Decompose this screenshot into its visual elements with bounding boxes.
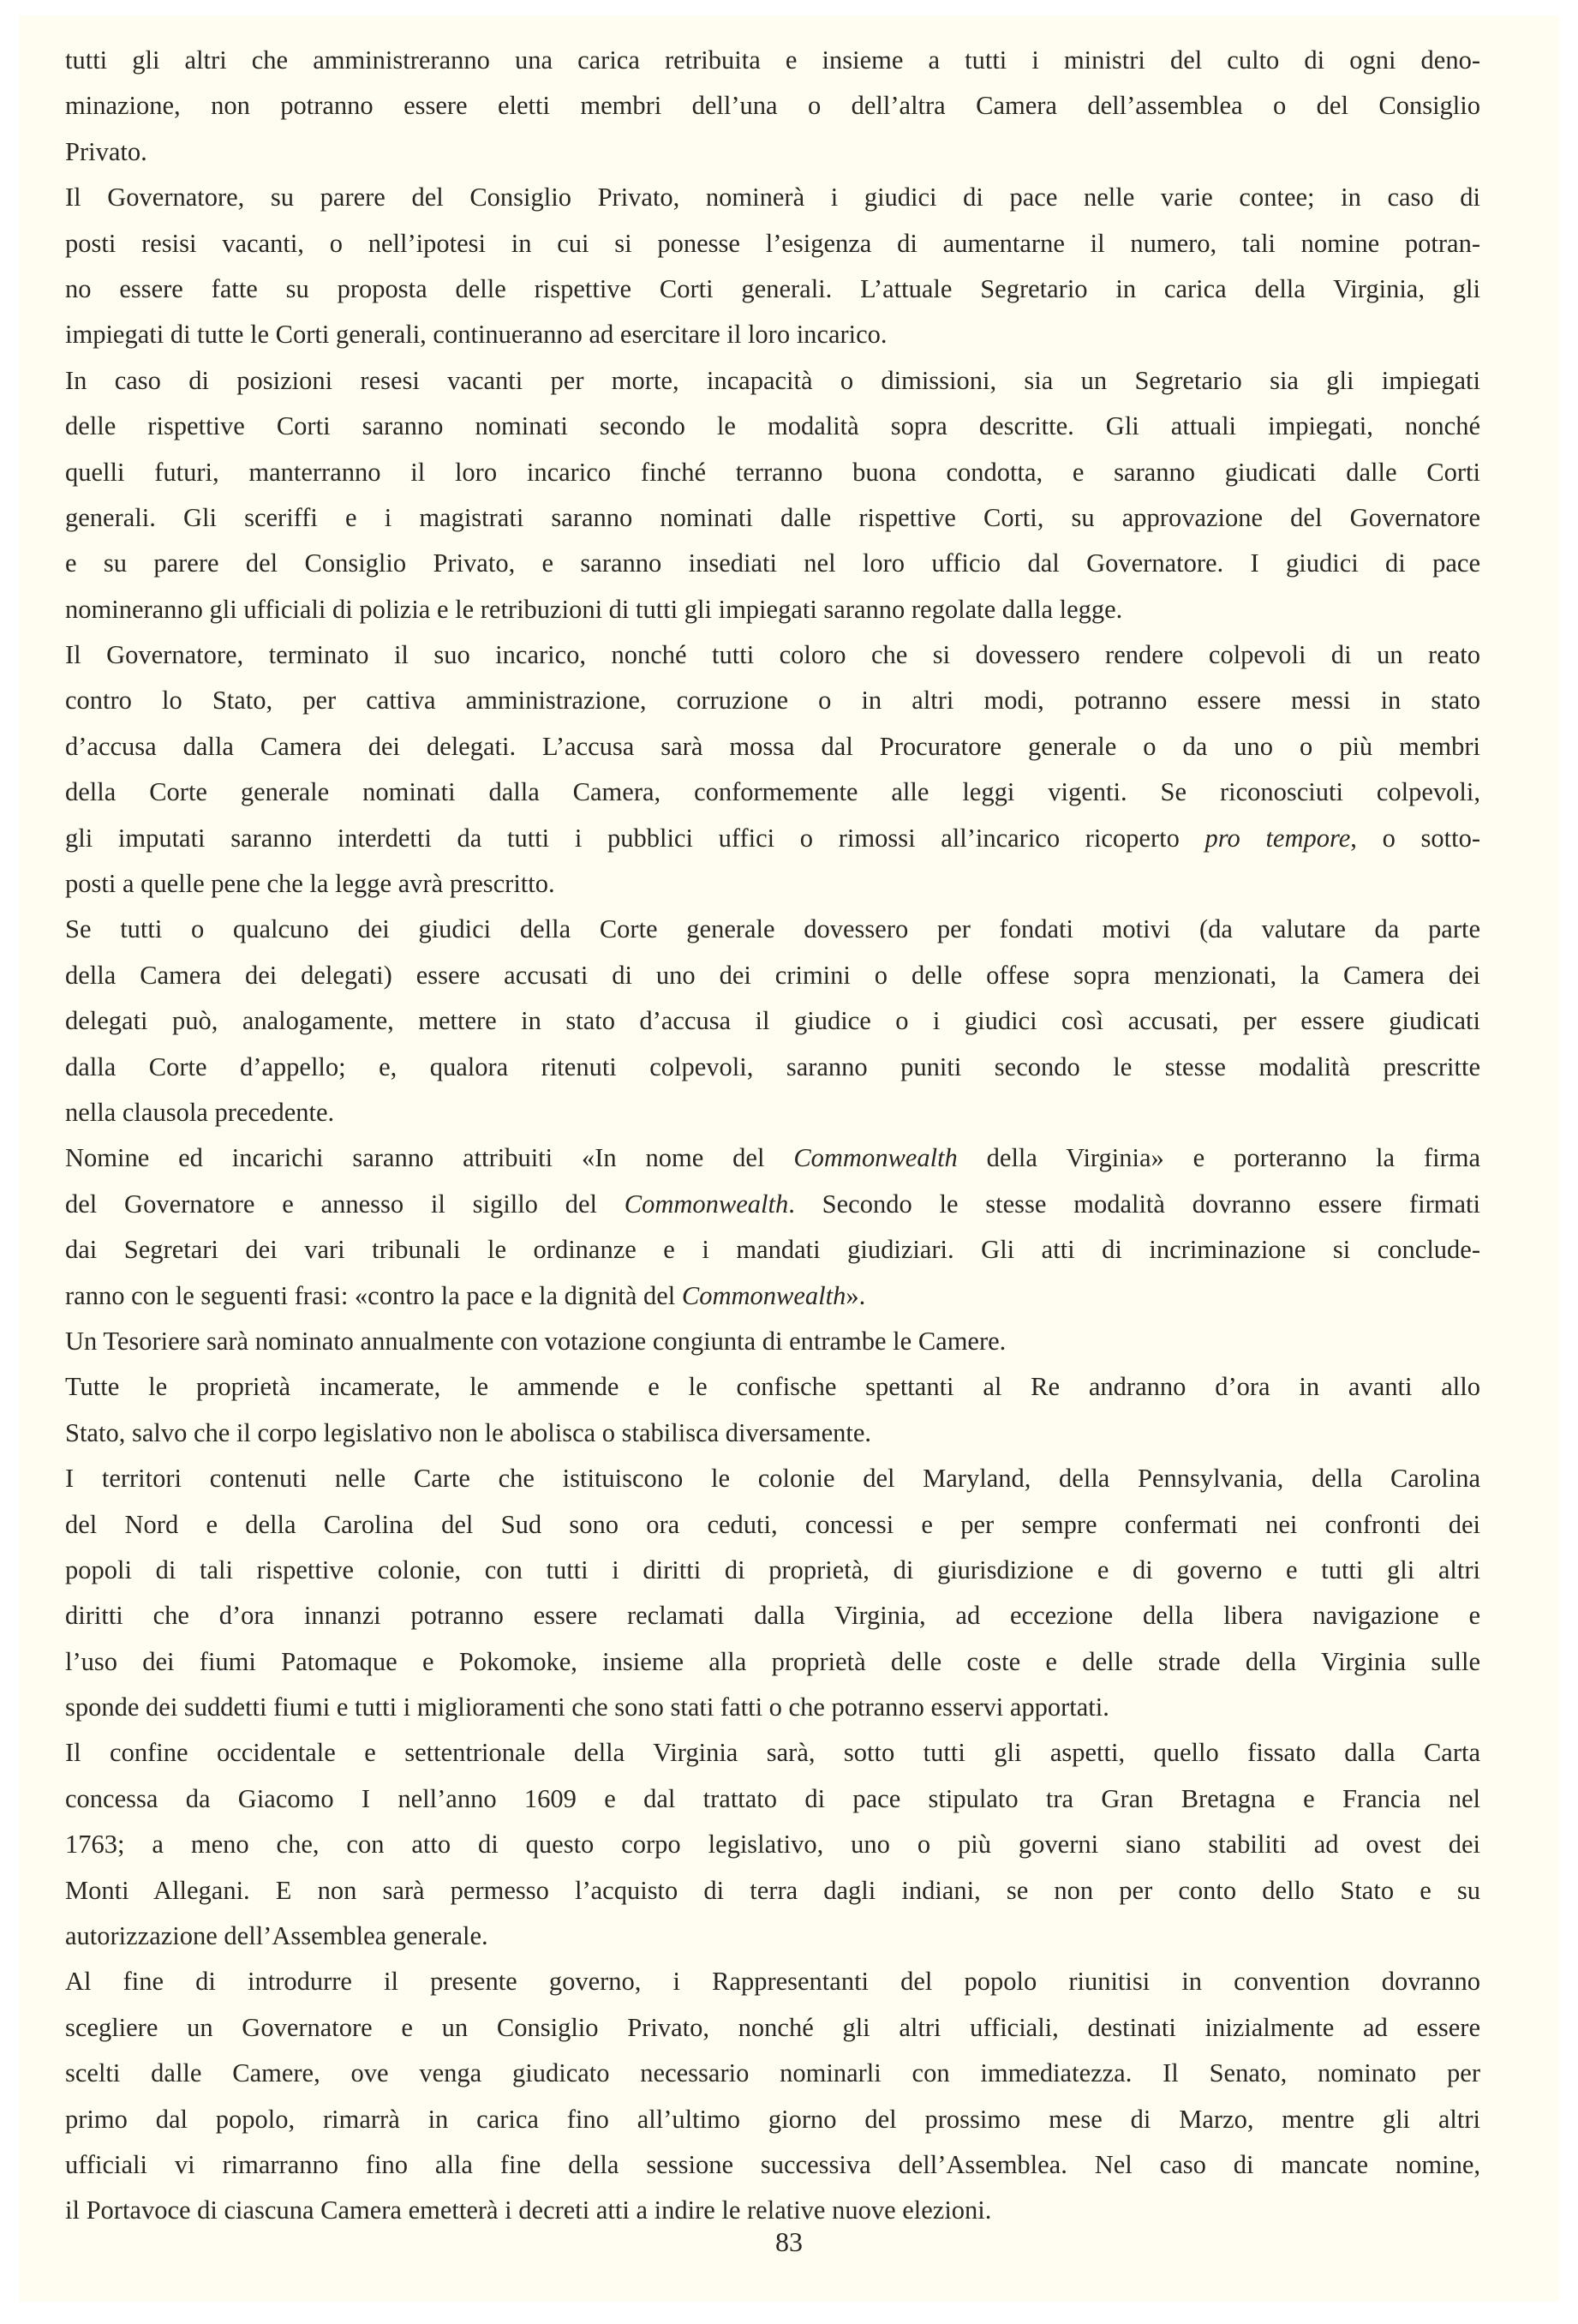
text-line: scegliere un Governatore e un Consiglio Privato, nonché gli altri ufficiali, destinati inizialmente ad essere <box>65 2012 1480 2042</box>
text-line: concessa da Giacomo I nell’anno 1609 e dal trattato di pace stipulato tra Gran Bretagna e Francia nel <box>65 1783 1480 1813</box>
text-line: Se tutti o qualcuno dei giudici della Corte generale dovessero per fondati motivi (da valutare da parte <box>65 914 1480 944</box>
text-line: quelli futuri, manterranno il loro incarico finché terranno buona condotta, e saranno giudicati dalle Corti <box>65 457 1480 487</box>
text-line: tutti gli altri che amministreranno una carica retribuita e insieme a tutti i ministri del culto di ogni deno- <box>65 45 1480 75</box>
text-line: Tutte le proprietà incamerate, le ammende e le confische spettanti al Re andranno d’ora in avanti allo <box>65 1372 1480 1402</box>
text-line <box>65 1135 1480 1181</box>
paragraph-commissions <box>65 1135 1480 1319</box>
text-line <box>65 1273 1480 1319</box>
text-line: In caso di posizioni resesi vacanti per morte, incapacità o dimissioni, sia un Segretario sia gli impiegati <box>65 365 1480 395</box>
text-line: Al fine di introdurre il presente governo, i Rappresentanti del popolo riunitisi in convention dovranno <box>65 1967 1480 1997</box>
text-line: delegati può, analogamente, mettere in stato d’accusa il giudice o i giudici così accusati, per essere giudicati <box>65 1006 1480 1036</box>
body-text <box>65 38 1480 2234</box>
text-line: dalla Corte d’appello; e, qualora ritenuti colpevoli, saranno puniti secondo le stesse modalità prescritte <box>65 1051 1480 1081</box>
text-line: impiegati di tutte le Corti generali, continueranno ad esercitare il loro incarico. <box>65 320 888 350</box>
text-line: primo dal popolo, rimarrà in carica fino all’ultimo giorno del prossimo mese di Marzo, mentre gli altri <box>65 2104 1480 2134</box>
text-line: generali. Gli sceriffi e i magistrati saranno nominati dalle rispettive Corti, su approvazione del Governatore <box>65 502 1480 532</box>
text-run: ranno con le seguenti frasi: «contro la pace e la dignità del <box>65 1280 682 1310</box>
text-line: diritti che d’ora innanzi potranno essere reclamati dalla Virginia, ad eccezione della libera navigazione e <box>65 1601 1480 1631</box>
text-line: dai Segretari dei vari tribunali le ordinanze e i mandati giudiziari. Gli atti di incriminazione si conclude- <box>65 1235 1480 1265</box>
text-line: ufficiali vi rimarranno fino alla fine della sessione successiva dell’Assemblea. Nel caso di mancate nomine, <box>65 2149 1480 2179</box>
text-line: posti a quelle pene che la legge avrà prescritto. <box>65 869 555 899</box>
text-line: e su parere del Consiglio Privato, e saranno insediati nel loro ufficio dal Governatore. I giudici di pace <box>65 548 1480 578</box>
text-line: popoli di tali rispettive colonie, con tutti i diritti di proprietà, di giurisdizione e di governo e tutti gli altri <box>65 1554 1480 1584</box>
page-number: 83 <box>775 2226 803 2257</box>
italic-phrase: Commonwealth <box>793 1143 958 1173</box>
text-line: autorizzazione dell’Assemblea generale. <box>65 1921 488 1951</box>
text-line: Privato. <box>65 136 147 166</box>
paragraph-escheats <box>65 1364 1480 1456</box>
text-line <box>65 816 1480 861</box>
text-line: Monti Allegani. E non sarà permesso l’acquisto di terra dagli indiani, se non per conto dello Stato e su <box>65 1875 1480 1905</box>
text-run: Nomine ed incarichi saranno attribuiti «In nome del <box>65 1143 794 1173</box>
text-line: I territori contenuti nelle Carte che istituiscono le colonie del Maryland, della Pennsylvania, della Carolina <box>65 1464 1480 1494</box>
paragraph-treasurer <box>65 1319 1480 1364</box>
text-line: Il Governatore, terminato il suo incarico, nonché tutti coloro che si dovessero rendere colpevoli di un reato <box>65 640 1480 670</box>
text-line: del Nord e della Carolina del Sud sono ora ceduti, concessi e per sempre confermati nei confronti dei <box>65 1509 1480 1539</box>
paragraph-boundaries <box>65 1730 1480 1959</box>
text-run: , o sotto- <box>1350 823 1480 853</box>
italic-phrase: pro tempore <box>1204 823 1351 853</box>
text-line: Il Governatore, su parere del Consiglio Privato, nominerà i giudici di pace nelle varie contee; in caso di <box>65 183 1480 213</box>
text-run: gli imputati saranno interdetti da tutti i pubblici uffici o rimossi all’incarico ricoperto <box>65 823 1205 853</box>
paragraph-ineligibility <box>65 38 1480 175</box>
paragraph-introduction-of-government <box>65 1959 1480 2233</box>
text-line: Un Tesoriere sarà nominato annualmente con votazione congiunta di entrambe le Camere. <box>65 1326 1007 1356</box>
text-line: nomineranno gli ufficiali di polizia e le retribuzioni di tutti gli impiegati saranno regolate dalla legge. <box>65 594 1123 624</box>
text-line: contro lo Stato, per cattiva amministrazione, corruzione o in altri modi, potranno essere messi in stato <box>65 686 1480 716</box>
text-line: l’uso dei fiumi Patomaque e Pokomoke, insieme alla proprietà delle coste e delle strade della Virginia sulle <box>65 1646 1480 1676</box>
text-line: scelti dalle Camere, ove venga giudicato necessario nominarli con immediatezza. Il Senato, nominato per <box>65 2058 1480 2088</box>
text-run: della Virginia» e porteranno la firma <box>957 1143 1480 1173</box>
paragraph-judges-impeachment <box>65 907 1480 1135</box>
text-line: delle rispettive Corti saranno nominati secondo le modalità sopra descritte. Gli attuali impiegati, nonché <box>65 411 1480 441</box>
text-line: no essere fatte su proposta delle rispettive Corti generali. L’attuale Segretario in carica della Virginia, gli <box>65 273 1480 303</box>
text-line: d’accusa dalla Camera dei delegati. L’accusa sarà mossa dal Procuratore generale o da uno o più membri <box>65 731 1480 761</box>
paragraph-territories <box>65 1456 1480 1730</box>
text-line: della Corte generale nominati dalla Camera, conformemente alle leggi vigenti. Se riconosciuti colpevoli, <box>65 777 1480 807</box>
text-run: del Governatore e annesso il sigillo del <box>65 1189 625 1219</box>
text-line: il Portavoce di ciascuna Camera emetterà i decreti atti a indire le relative nuove elezioni. <box>65 2195 992 2225</box>
paragraph-impeachment <box>65 632 1480 907</box>
paragraph-vacancies <box>65 358 1480 632</box>
text-line: posti resisi vacanti, o nell’ipotesi in cui si ponesse l’esigenza di aumentarne il numero, tali nomine potran- <box>65 228 1480 258</box>
text-run: . Secondo le stesse modalità dovranno essere firmati <box>788 1189 1480 1219</box>
text-run: ». <box>846 1280 866 1310</box>
text-line: sponde dei suddetti fiumi e tutti i miglioramenti che sono stati fatti o che potranno esservi apportati. <box>65 1692 1109 1722</box>
text-line: 1763; a meno che, con atto di questo corpo legislativo, uno o più governi siano stabiliti ad ovest dei <box>65 1830 1480 1860</box>
text-line <box>65 1182 1480 1227</box>
text-line: della Camera dei delegati) essere accusati di uno dei crimini o delle offese sopra menzionati, la Camera dei <box>65 960 1480 990</box>
paragraph-justices-of-peace <box>65 175 1480 358</box>
text-line: Il confine occidentale e settentrionale della Virginia sarà, sotto tutti gli aspetti, quello fissato dalla Carta <box>65 1738 1480 1768</box>
text-line: Stato, salvo che il corpo legislativo non le abolisca o stabilisca diversamente. <box>65 1417 872 1447</box>
text-line: minazione, non potranno essere eletti membri dell’una o dell’altra Camera dell’assemblea o del Consiglio <box>65 91 1480 121</box>
text-line: nella clausola precedente. <box>65 1097 335 1127</box>
italic-phrase: Commonwealth <box>681 1280 846 1310</box>
italic-phrase: Commonwealth <box>624 1189 789 1219</box>
